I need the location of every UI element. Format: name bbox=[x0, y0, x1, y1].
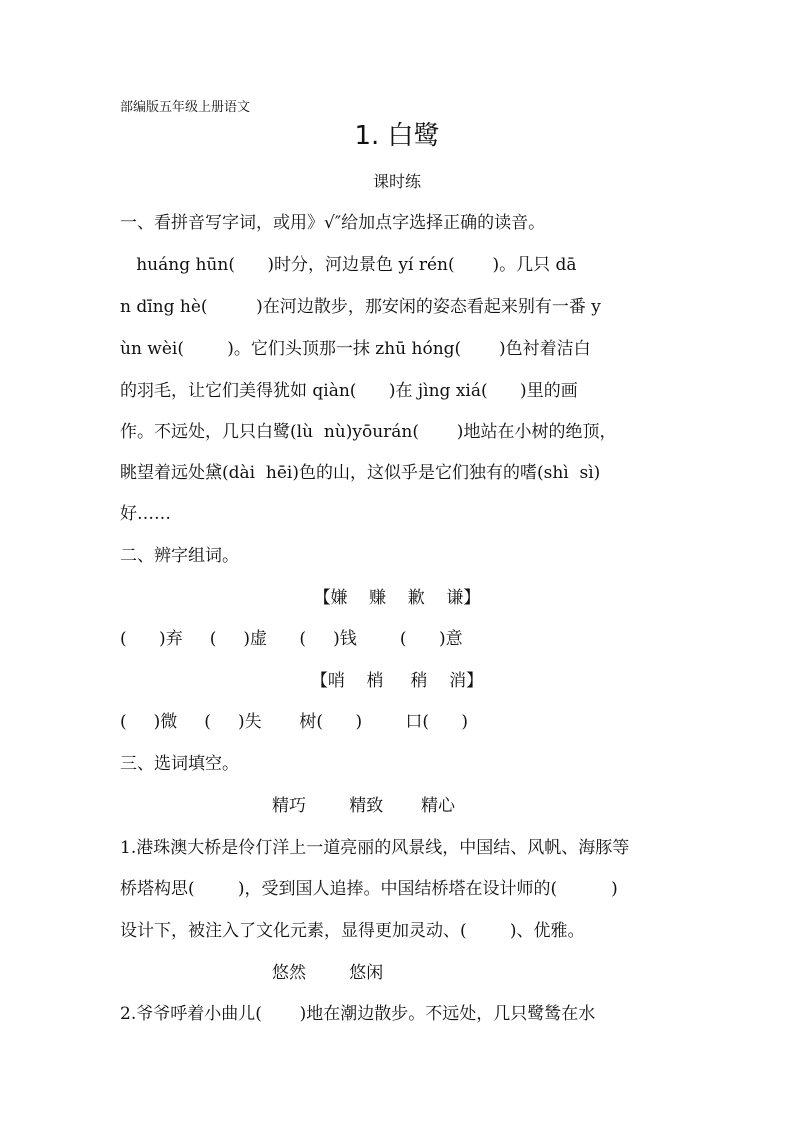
section-1-line: 的羽毛，让它们美得犹如 qiàn( )在 jìng xiá( )里的画 bbox=[120, 381, 578, 401]
section-3-heading: 三、选词填空。 bbox=[120, 754, 239, 774]
section-1-line: n dīng hè( )在河边散步，那安闲的姿态看起来别有一番 y bbox=[120, 297, 601, 317]
question-1-line: 1.港珠澳大桥是伶仃洋上一道亮丽的风景线，中国结、风帆、海豚等 bbox=[120, 838, 630, 858]
page-subtitle: 课时练 bbox=[372, 172, 421, 191]
section-1-line: 好…… bbox=[120, 504, 171, 524]
series-label: 部编版五年级上册语文 bbox=[120, 100, 251, 115]
section-1-line: huáng hūn( )时分，河边景色 yí rén( )。几只 dā bbox=[120, 255, 577, 275]
question-2-line: 2.爷爷呼着小曲儿( )地在潮边散步。不远处，几只鹭鸶在水 bbox=[120, 1004, 596, 1024]
question-1-line: 设计下，被注入了文化元素，显得更加灵动、( )、优雅。 bbox=[120, 921, 585, 941]
section-2-heading: 二、辨字组词。 bbox=[120, 546, 239, 566]
page-title: 1. 白鹭 bbox=[354, 121, 440, 151]
word-blanks-2: ( )微 ( )失 树( ) 口( ) bbox=[120, 712, 469, 732]
word-choices-1: 精巧 精致 精心 bbox=[272, 796, 456, 816]
section-1-line: 眺望着远处黛(dài hēi)色的山，这似乎是它们独有的嗜(shì sì) bbox=[120, 463, 601, 483]
section-1-heading: 一、看拼音写字词，或用》√″给加点字选择正确的读音。 bbox=[120, 213, 546, 233]
section-1-line: 作。不远处，几只白鹭(lù nù)yōurán( )地站在小树的绝顶， bbox=[120, 422, 617, 442]
char-group-1: 【嫌 赚 歉 谦】 bbox=[313, 588, 481, 608]
char-group-2: 【哨 梢 稍 消】 bbox=[310, 671, 484, 691]
word-choices-2: 悠然 悠闲 bbox=[272, 963, 384, 983]
section-1-line: ùn wèi( )。它们头顶那一抹 zhū hóng( )色衬着洁白 bbox=[120, 339, 591, 359]
word-blanks-1: ( )弃 ( )虚 ( )钱 ( )意 bbox=[120, 629, 463, 649]
question-1-line: 桥塔构思( )，受到国人追捧。中国结桥塔在设计师的( ) bbox=[120, 879, 618, 899]
